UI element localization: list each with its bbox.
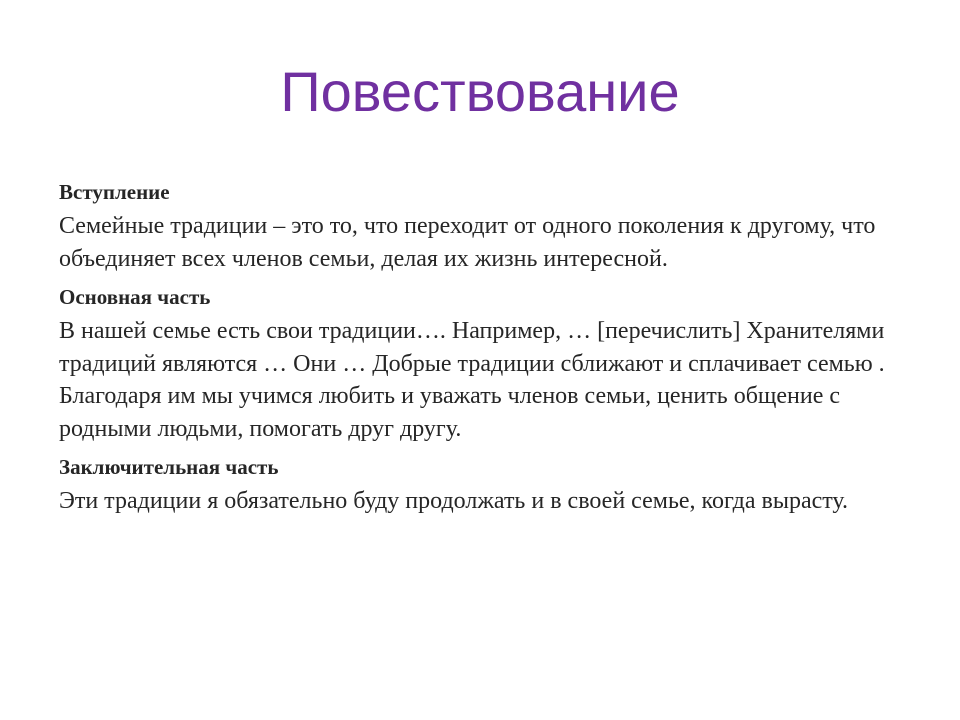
- section-text-main-part: В нашей семье есть свои традиции…. Например, … [перечислить] Хранителями традиций являются … Они … Добрые традиции сближают и сплачивает семью . Благодаря им мы учимся любить и уважать членов семьи, ценить общение с родными людьми, помогать друг другу.: [59, 318, 885, 442]
- section-conclusion: [59, 451, 909, 518]
- slide-title: Повествование: [280, 60, 680, 123]
- section-text-conclusion: Эти традиции я обязательно буду продолжать и в своей семье, когда вырасту.: [59, 488, 849, 514]
- section-heading-conclusion: Заключительная часть: [59, 455, 279, 479]
- slide-body: [59, 176, 909, 518]
- section-introduction: [59, 176, 909, 281]
- section-main-part: [59, 281, 909, 451]
- section-heading-introduction: Вступление: [59, 180, 170, 204]
- section-heading-main-part: Основная часть: [59, 285, 211, 309]
- section-text-introduction: Семейные традиции – это то, что переходит от одного поколения к другому, что объединяет всех членов семьи, делая их жизнь интересной.: [59, 213, 876, 272]
